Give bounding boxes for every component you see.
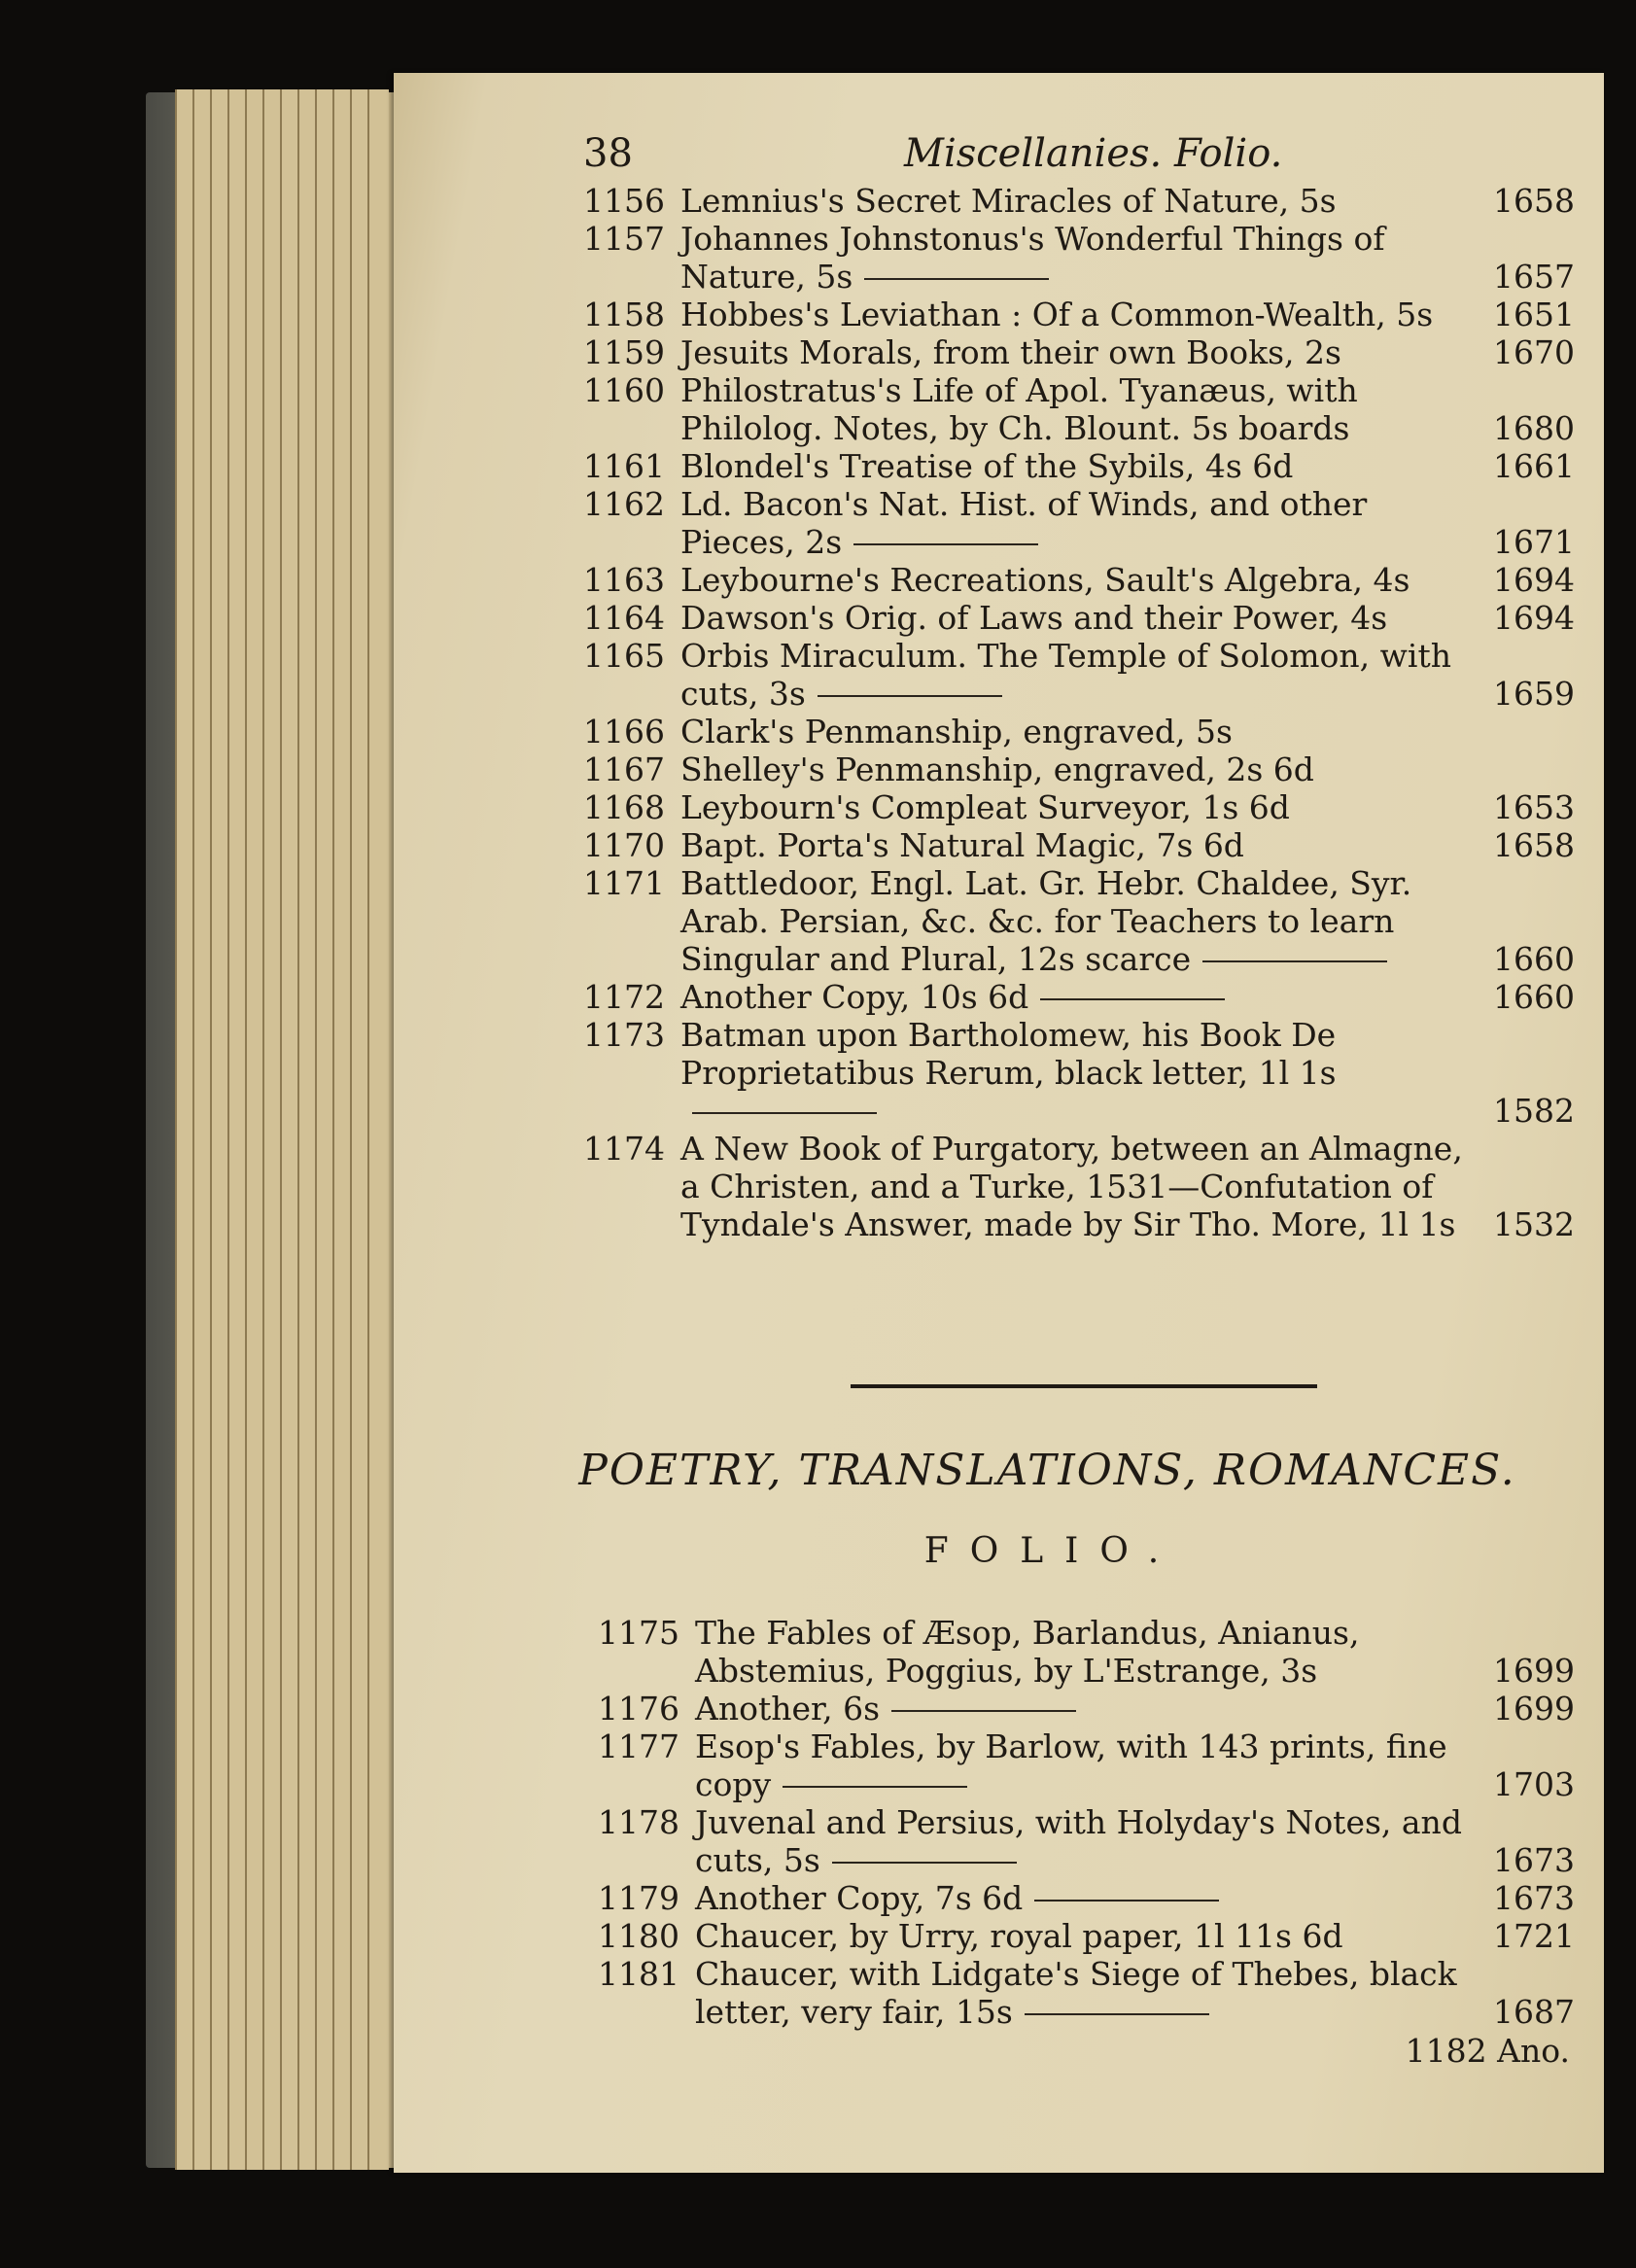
entry-text: Leybourn's Compleat Surveyor, 1s 6d [680,788,1290,826]
entry-number: 1170 [583,826,665,864]
entry-date: 1670 [1493,333,1575,371]
leader-rule [1025,2013,1209,2015]
entry-text: Another Copy, 10s 6d [680,978,1029,1016]
entry-date: 1660 [1493,978,1575,1016]
entry-text: Bapt. Porta's Natural Magic, 7s 6d [680,826,1244,864]
entry-number: 1163 [583,561,665,599]
entry-number: 1161 [583,447,665,485]
entry-date: 1651 [1493,296,1575,333]
leader-rule [853,543,1038,545]
entry-text: Leybourne's Recreations, Sault's Algebra, 4s [680,561,1410,599]
entry-date: 1703 [1493,1765,1575,1803]
entry-date: 1694 [1493,599,1575,637]
entry-text: Chaucer, with Lidgate's Siege of Thebes, black letter, very fair, 15s [695,1955,1457,2031]
entry-number: 1168 [583,788,665,826]
entry-text: The Fables of Æsop, Barlandus, Anianus, Abstemius, Poggius, by L'Estrange, 3s [695,1614,1360,1690]
leader-rule [1202,960,1387,962]
entry-number: 1156 [583,182,665,220]
entry-date: 1699 [1493,1690,1575,1727]
catalogue-page [394,73,1604,2173]
catalogue-entry [598,1727,1575,1803]
entry-date: 1671 [1493,523,1575,561]
entry-number: 1179 [598,1879,679,1917]
leader-rule [1034,1900,1219,1902]
catalogue-entry [583,371,1575,447]
entry-text: Another Copy, 7s 6d [695,1879,1024,1917]
entry-date: 1673 [1493,1879,1575,1917]
entry-date: 1699 [1493,1652,1575,1690]
entry-number: 1178 [598,1803,679,1841]
catalogue-entry [583,978,1575,1016]
catalogue-entry [583,713,1575,750]
entry-text: Juvenal and Persius, with Holyday's Notes, and cuts, 5s [695,1803,1462,1879]
catalogue-entry [583,826,1575,864]
entry-number: 1174 [583,1130,665,1168]
catalogue-entry [598,1614,1575,1690]
catalogue-entry [583,561,1575,599]
page-leaf [367,89,389,2170]
catalogue-entry [583,788,1575,826]
entry-date: 1582 [1493,1092,1575,1130]
entry-text: Another, 6s [695,1690,881,1727]
catalogue-entries-miscellanies [583,182,1575,1243]
entry-text: Orbis Miraculum. The Temple of Solomon, with cuts, 3s [680,637,1451,713]
catalogue-entry [583,750,1575,788]
catalogue-entry [583,1016,1575,1130]
leader-rule [783,1786,967,1788]
catalogue-entry [583,1130,1575,1243]
catalogue-entry [583,485,1575,561]
entry-text: Shelley's Penmanship, engraved, 2s 6d [680,750,1314,788]
entry-number: 1171 [583,864,665,902]
running-head: Miscellanies. Folio. [904,131,1283,176]
entry-number: 1167 [583,750,665,788]
leader-rule [891,1710,1076,1712]
entry-date: 1661 [1493,447,1575,485]
entry-date: 1694 [1493,561,1575,599]
section-title: POETRY, TRANSLATIONS, ROMANCES. [578,1446,1516,1495]
catalogue-entry [583,637,1575,713]
entry-date: 1657 [1493,258,1575,296]
entry-date: 1659 [1493,675,1575,713]
page-number: 38 [583,131,633,176]
entry-text: Jesuits Morals, from their own Books, 2s [680,333,1341,371]
entry-number: 1165 [583,637,665,675]
leader-rule [818,695,1002,697]
entry-number: 1172 [583,978,665,1016]
catalogue-entry [583,220,1575,296]
entry-text: Batman upon Bartholomew, his Book De Proprietatibus Rerum, black letter, 1l 1s [680,1016,1337,1092]
entry-number: 1181 [598,1955,679,1993]
entry-date: 1721 [1493,1917,1575,1955]
catalogue-entry [583,296,1575,333]
entry-number: 1159 [583,333,665,371]
leader-rule [832,1862,1017,1864]
entry-date: 1653 [1493,788,1575,826]
entry-text: Chaucer, by Urry, royal paper, 1l 11s 6d [695,1917,1343,1955]
entry-number: 1173 [583,1016,665,1054]
entry-number: 1180 [598,1917,679,1955]
leader-rule [692,1112,877,1114]
entry-number: 1164 [583,599,665,637]
entry-date: 1673 [1493,1841,1575,1879]
entry-text: Battledoor, Engl. Lat. Gr. Hebr. Chaldee, Syr. Arab. Persian, &c. &c. for Teachers to learn Singular and Plural, 12s scarce [680,864,1412,978]
leader-rule [1040,998,1225,1000]
entry-text: Ld. Bacon's Nat. Hist. of Winds, and other Pieces, 2s [680,485,1368,561]
page-header [394,131,1604,190]
entry-number: 1160 [583,371,665,409]
catalogue-entry [583,864,1575,978]
catalogue-entries-poetry [598,1614,1575,2031]
catalogue-entry [583,333,1575,371]
entry-number: 1166 [583,713,665,750]
entry-date: 1532 [1493,1205,1575,1243]
catchword: 1182 Ano. [1405,2032,1570,2070]
entry-number: 1175 [598,1614,679,1652]
catalogue-entry [598,1917,1575,1955]
entry-number: 1162 [583,485,665,523]
entry-date: 1658 [1493,826,1575,864]
entry-text: Hobbes's Leviathan : Of a Common-Wealth, 5s [680,296,1434,333]
entry-date: 1658 [1493,182,1575,220]
entry-text: Dawson's Orig. of Laws and their Power, 4s [680,599,1388,637]
catalogue-entry [583,182,1575,220]
catalogue-entry [598,1955,1575,2031]
leader-rule [864,278,1049,280]
entry-number: 1157 [583,220,665,258]
entry-text: A New Book of Purgatory, between an Almagne, a Christen, and a Turke, 1531—Confutation of Tyndale's Answer, made by Sir Tho. More, 1l 1s [680,1130,1463,1243]
entry-text: Philostratus's Life of Apol. Tyanæus, with Philolog. Notes, by Ch. Blount. 5s boards [680,371,1358,447]
section-subtitle: FOLIO. [923,1531,1181,1571]
section-divider [851,1384,1317,1388]
entry-date: 1660 [1493,940,1575,978]
entry-number: 1177 [598,1727,679,1765]
entry-text: Esop's Fables, by Barlow, with 143 prints, fine copy [695,1727,1447,1803]
catalogue-entry [583,447,1575,485]
entry-text: Lemnius's Secret Miracles of Nature, 5s [680,182,1337,220]
entry-number: 1158 [583,296,665,333]
catalogue-entry [598,1803,1575,1879]
catalogue-entry [583,599,1575,637]
entry-number: 1176 [598,1690,679,1727]
entry-text: Blondel's Treatise of the Sybils, 4s 6d [680,447,1294,485]
entry-date: 1687 [1493,1993,1575,2031]
entry-text: Clark's Penmanship, engraved, 5s [680,713,1233,750]
entry-text: Johannes Johnstonus's Wonderful Things of Nature, 5s [680,220,1385,296]
catalogue-entry [598,1690,1575,1727]
entry-date: 1680 [1493,409,1575,447]
catalogue-entry [598,1879,1575,1917]
